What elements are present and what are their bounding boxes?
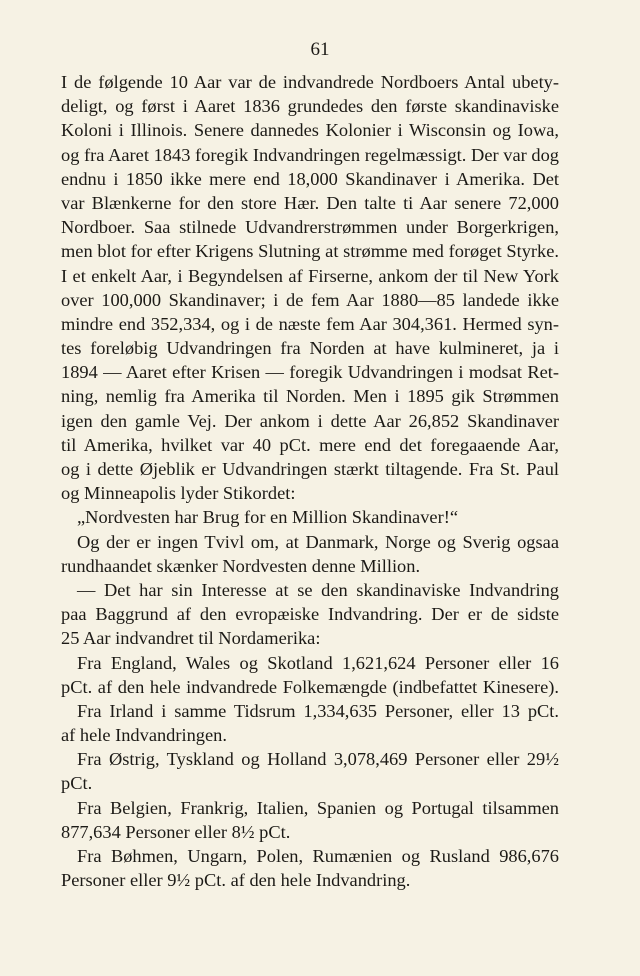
text-line: igen den gamle Vej. Der ankom i dette Aar 26,852 Skandinaver: [61, 410, 559, 431]
text-line: Fra Belgien, Frankrig, Italien, Spanien og Portugal tilsammen: [77, 797, 559, 818]
text-line: Fra Bøhmen, Ungarn, Polen, Rumænien og Rusland 986,676: [77, 846, 559, 866]
text-line: Personer eller 9½ pCt. af den hele Indvandring.: [61, 870, 411, 891]
text-line: 25 Aar indvandret til Nordamerika:: [61, 628, 321, 649]
text-line: ning, nemlig fra Amerika til Norden. Men i 1895 gik Strømmen: [61, 386, 559, 407]
text-line: 1894 — Aaret efter Krisen — foregik Udvandringen i modsat Ret-: [61, 362, 559, 383]
text-line: og fra Aaret 1843 foregik Indvandringen regelmæssigt. Der var dog: [61, 144, 559, 165]
text-line: I de følgende 10 Aar var de indvandrede Nordboers Antal ubety-: [61, 72, 559, 92]
page-number: 61: [310, 39, 330, 60]
text-line: endnu i 1850 ikke mere end 18,000 Skandinaver i Amerika. Det: [61, 168, 559, 189]
text-line: Og der er ingen Tvivl om, at Danmark, Norge og Sverig ogsaa: [77, 531, 559, 552]
text-line: af hele Indvandringen.: [61, 725, 227, 746]
text-line: I et enkelt Aar, i Begyndelsen af Firserne, ankom der til New York: [61, 265, 559, 286]
text-line: paa Baggrund af den evropæiske Indvandring. Der er de sidste: [61, 604, 559, 625]
text-line: over 100,000 Skandinaver; i de fem Aar 1880—85 landede ikke: [61, 289, 559, 310]
text-line: „Nordvesten har Brug for en Million Skandinaver!“: [77, 507, 458, 528]
text-line: — Det har sin Interesse at se den skandinaviske Indvandring: [77, 579, 559, 600]
text-line: og Minneapolis lyder Stikordet:: [61, 483, 296, 504]
text-line: mindre end 352,334, og i de næste fem Aar 304,361. Hermed syn-: [61, 313, 559, 334]
text-line: Fra England, Wales og Skotland 1,621,624 Personer eller 16: [77, 652, 559, 673]
text-line: Fra Irland i samme Tidsrum 1,334,635 Personer, eller 13 pCt.: [77, 700, 559, 721]
text-line: Nordboer. Saa stilnede Udvandrerstrømmen under Borgerkrigen,: [61, 217, 559, 238]
text-line: pCt.: [61, 773, 93, 794]
text-line: og i dette Øjeblik er Udvandringen stærkt tiltagende. Fra St. Paul: [61, 459, 559, 479]
text-line: pCt. af den hele indvandrede Folkemængde (indbefattet Kinesere).: [61, 676, 559, 697]
text-line: til Amerika, hvilket var 40 pCt. mere end det foregaaende Aar,: [61, 434, 559, 455]
text-line: 877,634 Personer eller 8½ pCt.: [61, 821, 291, 842]
body-text: [61, 70, 559, 892]
text-line: Koloni i Illinois. Senere dannedes Kolonier i Wisconsin og Iowa,: [61, 120, 559, 141]
text-line: Fra Østrig, Tyskland og Holland 3,078,469 Personer eller 29½: [77, 749, 559, 770]
text-line: tes foreløbig Udvandringen fra Norden at have kulmineret, ja i: [61, 338, 559, 359]
text-line: var Blænkerne for den store Hær. Den talte ti Aar senere 72,000: [61, 192, 559, 213]
text-line: men blot for efter Krigens Slutning at strømme med forøget Styrke.: [61, 241, 559, 262]
text-line: deligt, og først i Aaret 1836 grundedes den første skandinaviske: [61, 96, 559, 117]
text-line: rundhaandet skænker Nordvesten denne Million.: [61, 555, 421, 576]
